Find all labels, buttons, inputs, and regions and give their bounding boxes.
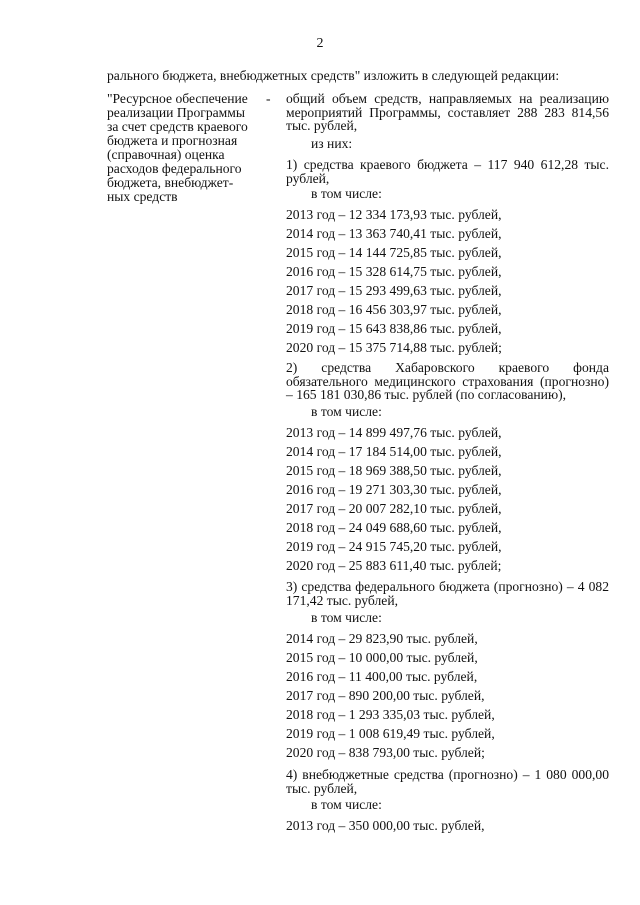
subheading-iz-nikh: из них: [311,136,353,151]
section-heading: 4) внебюджетные средства (прогнозно) – 1 080 000,00 тыс. рублей, [286,767,609,796]
left-column-line: (справочная) оценка [107,147,225,162]
section-subheading: в том числе: [311,797,382,812]
total-amount-paragraph: общий объем средств, направляемых на реализацию мероприятий Программы, составляет 288 283 814,56 тыс. рублей, [286,91,609,133]
section-subheading: в том числе: [311,610,382,625]
year-row: 2015 год – 18 969 388,50 тыс. рублей, [286,463,502,478]
section-subheading: в том числе: [311,186,382,201]
column-separator-dash: - [266,91,271,106]
year-row: 2017 год – 890 200,00 тыс. рублей, [286,688,485,703]
year-row: 2013 год – 14 899 497,76 тыс. рублей, [286,425,502,440]
intro-paragraph: рального бюджета, внебюджетных средств" изложить в следующей редакции: [107,68,560,83]
left-column-line: реализации Программы [107,105,245,120]
year-row: 2017 год – 20 007 282,10 тыс. рублей, [286,501,502,516]
year-row: 2014 год – 13 363 740,41 тыс. рублей, [286,226,502,241]
year-row: 2014 год – 29 823,90 тыс. рублей, [286,631,478,646]
year-row: 2016 год – 19 271 303,30 тыс. рублей, [286,482,502,497]
section-subheading: в том числе: [311,404,382,419]
year-row: 2013 год – 350 000,00 тыс. рублей, [286,818,485,833]
year-row: 2014 год – 17 184 514,00 тыс. рублей, [286,444,502,459]
year-row: 2020 год – 838 793,00 тыс. рублей; [286,745,485,760]
year-row: 2013 год – 12 334 173,93 тыс. рублей, [286,207,502,222]
year-row: 2018 год – 1 293 335,03 тыс. рублей, [286,707,495,722]
left-column-line: бюджета, внебюджет- [107,175,234,190]
left-column-line: "Ресурсное обеспечение [107,91,248,106]
section-heading: 2) средства Хабаровского краевого фонда обязательного медицинского страхования (прогнозно) – 165 181 030,86 тыс. рублей (по согласованию), [286,360,609,402]
year-row: 2015 год – 14 144 725,85 тыс. рублей, [286,245,502,260]
year-row: 2019 год – 15 643 838,86 тыс. рублей, [286,321,502,336]
year-row: 2017 год – 15 293 499,63 тыс. рублей, [286,283,502,298]
left-column-line: ных средств [107,189,178,204]
section-heading: 3) средства федерального бюджета (прогнозно) – 4 082 171,42 тыс. рублей, [286,579,609,608]
page-number: 2 [316,36,324,51]
year-row: 2020 год – 15 375 714,88 тыс. рублей; [286,340,502,355]
left-column-label [107,92,257,204]
year-row: 2016 год – 11 400,00 тыс. рублей, [286,669,478,684]
year-row: 2019 год – 1 008 619,49 тыс. рублей, [286,726,495,741]
left-column-line: бюджета и прогнозная [107,133,238,148]
year-row: 2018 год – 16 456 303,97 тыс. рублей, [286,302,502,317]
year-row: 2015 год – 10 000,00 тыс. рублей, [286,650,478,665]
year-row: 2020 год – 25 883 611,40 тыс. рублей; [286,558,502,573]
year-row: 2018 год – 24 049 688,60 тыс. рублей, [286,520,502,535]
year-row: 2016 год – 15 328 614,75 тыс. рублей, [286,264,502,279]
left-column-line: расходов федерального [107,161,242,176]
left-column-line: за счет средств краевого [107,119,248,134]
year-row: 2019 год – 24 915 745,20 тыс. рублей, [286,539,502,554]
section-heading: 1) средства краевого бюджета – 117 940 612,28 тыс. рублей, [286,157,609,186]
